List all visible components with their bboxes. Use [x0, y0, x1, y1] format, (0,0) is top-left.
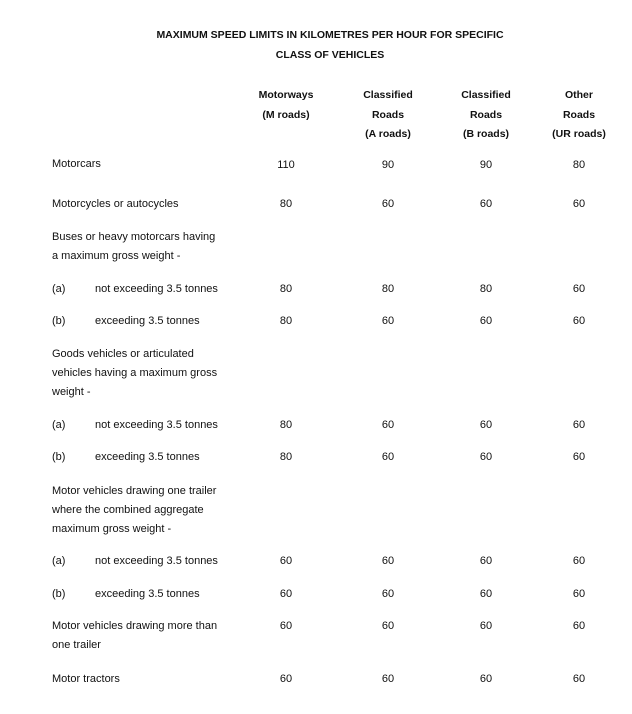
row-label: Motorcars — [52, 158, 101, 170]
value-cell: 60 — [381, 620, 395, 632]
group-label-line: vehicles having a maximum gross — [52, 367, 218, 379]
value-cell: 60 — [279, 588, 293, 600]
sub-item-text: exceeding 3.5 tonnes — [95, 451, 200, 463]
value-cell: 60 — [381, 588, 395, 600]
sub-item-letter: (a) — [52, 283, 66, 295]
header-line: (UR roads) — [552, 128, 606, 140]
value-cell: 60 — [572, 419, 586, 431]
value-cell: 80 — [279, 451, 293, 463]
value-cell: 60 — [381, 555, 395, 567]
value-cell: 90 — [479, 159, 493, 171]
value-cell: 80 — [479, 283, 493, 295]
value-cell: 60 — [381, 315, 395, 327]
group-label-line: Motor vehicles drawing more than — [52, 620, 218, 632]
value-cell: 60 — [381, 451, 395, 463]
sub-item-letter: (b) — [52, 315, 66, 327]
value-cell: 80 — [381, 283, 395, 295]
group-label-line: weight - — [52, 386, 91, 398]
header-line: Roads — [371, 108, 405, 121]
value-cell: 80 — [279, 198, 293, 210]
group-label-line: maximum gross weight - — [52, 523, 172, 535]
header-line: Motorways — [258, 89, 314, 101]
value-cell: 60 — [479, 673, 493, 685]
header-line: (M roads) — [262, 108, 310, 121]
column-header-a-roads — [343, 86, 433, 145]
value-cell: 60 — [479, 315, 493, 327]
sub-item-text: not exceeding 3.5 tonnes — [95, 419, 218, 431]
sub-item-text: not exceeding 3.5 tonnes — [95, 283, 218, 295]
value-cell: 60 — [572, 588, 586, 600]
value-cell: 60 — [381, 419, 395, 431]
sub-item-text: exceeding 3.5 tonnes — [95, 315, 200, 327]
title-line-2: CLASS OF VEHICLES — [275, 49, 385, 61]
value-cell: 60 — [479, 451, 493, 463]
value-cell: 60 — [479, 588, 493, 600]
value-cell: 60 — [479, 198, 493, 210]
value-cell: 110 — [277, 159, 295, 171]
header-line: (B roads) — [462, 128, 510, 140]
sub-item-letter: (b) — [52, 588, 66, 600]
value-cell: 90 — [381, 159, 395, 171]
column-header-ur-roads — [534, 86, 624, 145]
row-label: Motor tractors — [52, 673, 120, 685]
value-cell: 60 — [381, 198, 395, 210]
title-line-1: MAXIMUM SPEED LIMITS IN KILOMETRES PER HOUR FOR SPECIFIC — [156, 29, 504, 41]
value-cell: 60 — [572, 673, 586, 685]
header-line: Other — [564, 89, 593, 101]
value-cell: 60 — [572, 283, 586, 295]
value-cell: 60 — [572, 315, 586, 327]
value-cell: 60 — [479, 555, 493, 567]
value-cell: 80 — [279, 419, 293, 431]
value-cell: 80 — [572, 159, 586, 171]
header-line: Roads — [469, 108, 503, 121]
value-cell: 60 — [479, 620, 493, 632]
column-header-motorways — [241, 86, 331, 125]
value-cell: 80 — [279, 283, 293, 295]
value-cell: 60 — [381, 673, 395, 685]
value-cell: 60 — [572, 198, 586, 210]
value-cell: 60 — [572, 555, 586, 567]
value-cell: 60 — [572, 451, 586, 463]
group-label-line: one trailer — [52, 639, 101, 651]
row-label: Motorcycles or autocycles — [52, 198, 179, 210]
header-line: Classified — [461, 89, 511, 101]
header-line: (A roads) — [365, 128, 411, 140]
value-cell: 60 — [279, 620, 293, 632]
group-label-line: Goods vehicles or articulated — [52, 348, 194, 360]
group-label-line: where the combined aggregate — [52, 504, 204, 516]
value-cell: 60 — [279, 673, 293, 685]
value-cell: 60 — [479, 419, 493, 431]
value-cell: 80 — [279, 315, 293, 327]
header-line: Classified — [363, 89, 413, 101]
sub-item-letter: (a) — [52, 419, 66, 431]
sub-item-letter: (b) — [52, 451, 66, 463]
group-label-line: Motor vehicles drawing one trailer — [52, 485, 217, 497]
group-label-line: a maximum gross weight - — [52, 250, 181, 262]
sub-item-text: exceeding 3.5 tonnes — [95, 588, 200, 600]
sub-item-text: not exceeding 3.5 tonnes — [95, 555, 218, 567]
sub-item-letter: (a) — [52, 555, 66, 567]
value-cell: 60 — [279, 555, 293, 567]
header-line: Roads — [562, 108, 596, 121]
group-label-line: Buses or heavy motorcars having — [52, 231, 216, 243]
value-cell: 60 — [572, 620, 586, 632]
column-header-b-roads — [441, 86, 531, 145]
